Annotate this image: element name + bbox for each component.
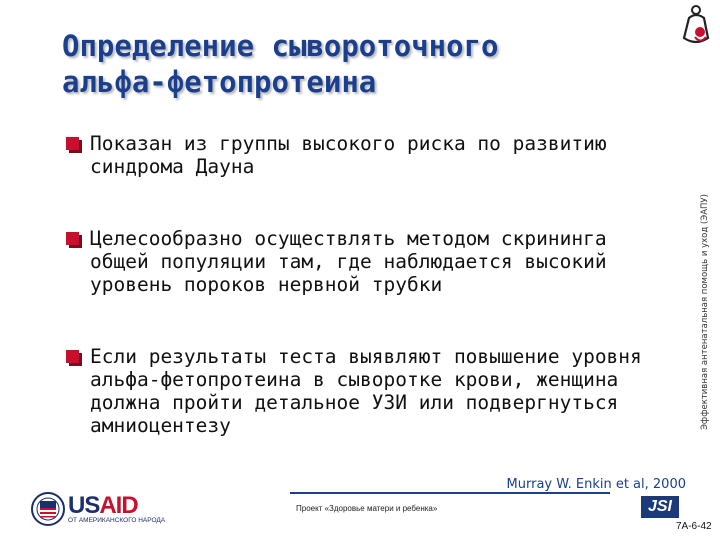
usaid-us: US [68,492,100,519]
slide-number: 7A-6-42 [676,521,712,532]
usaid-seal-icon [30,491,66,527]
jsi-logo: JSI [641,496,679,518]
footer-project: Проект «Здоровье матери и ребенка» [296,504,438,513]
page-title [62,28,662,100]
title-line-2: альфа-фетопротеина [62,65,377,99]
usaid-aid: AID [99,492,138,519]
list-item [66,227,676,296]
usaid-logo-text [68,492,138,520]
bullet-list [66,132,676,437]
square-bullet-icon [66,350,79,363]
square-bullet-icon [66,137,79,150]
side-caption: Эффективная антенатальная помощь и уход (ЭАПУ) [700,194,710,430]
bullet-text: Если результаты теста выявляют повышение уровня альфа-фетопротеина в сыворотке крови, женщина должна пройти детальное УЗИ или подвергнуться амниоцентезу [90,345,642,437]
mother-child-logo-icon [676,4,714,48]
bullet-text: Целесообразно осуществлять методом скрининга общей популяции там, где наблюдается высокий уровень пороков нервной трубки [90,227,607,296]
usaid-subtitle: ОТ АМЕРИКАНСКОГО НАРОДА [68,517,166,524]
list-item [66,345,676,437]
footer-divider [290,492,610,494]
citation: Murray W. Enkin et al, 2000 [506,477,686,492]
title-line-1: Определение сывороточного [62,29,499,63]
bullet-text: Показан из группы высокого риска по развитию синдрома Дауна [90,132,607,178]
list-item [66,132,676,178]
square-bullet-icon [66,232,79,245]
